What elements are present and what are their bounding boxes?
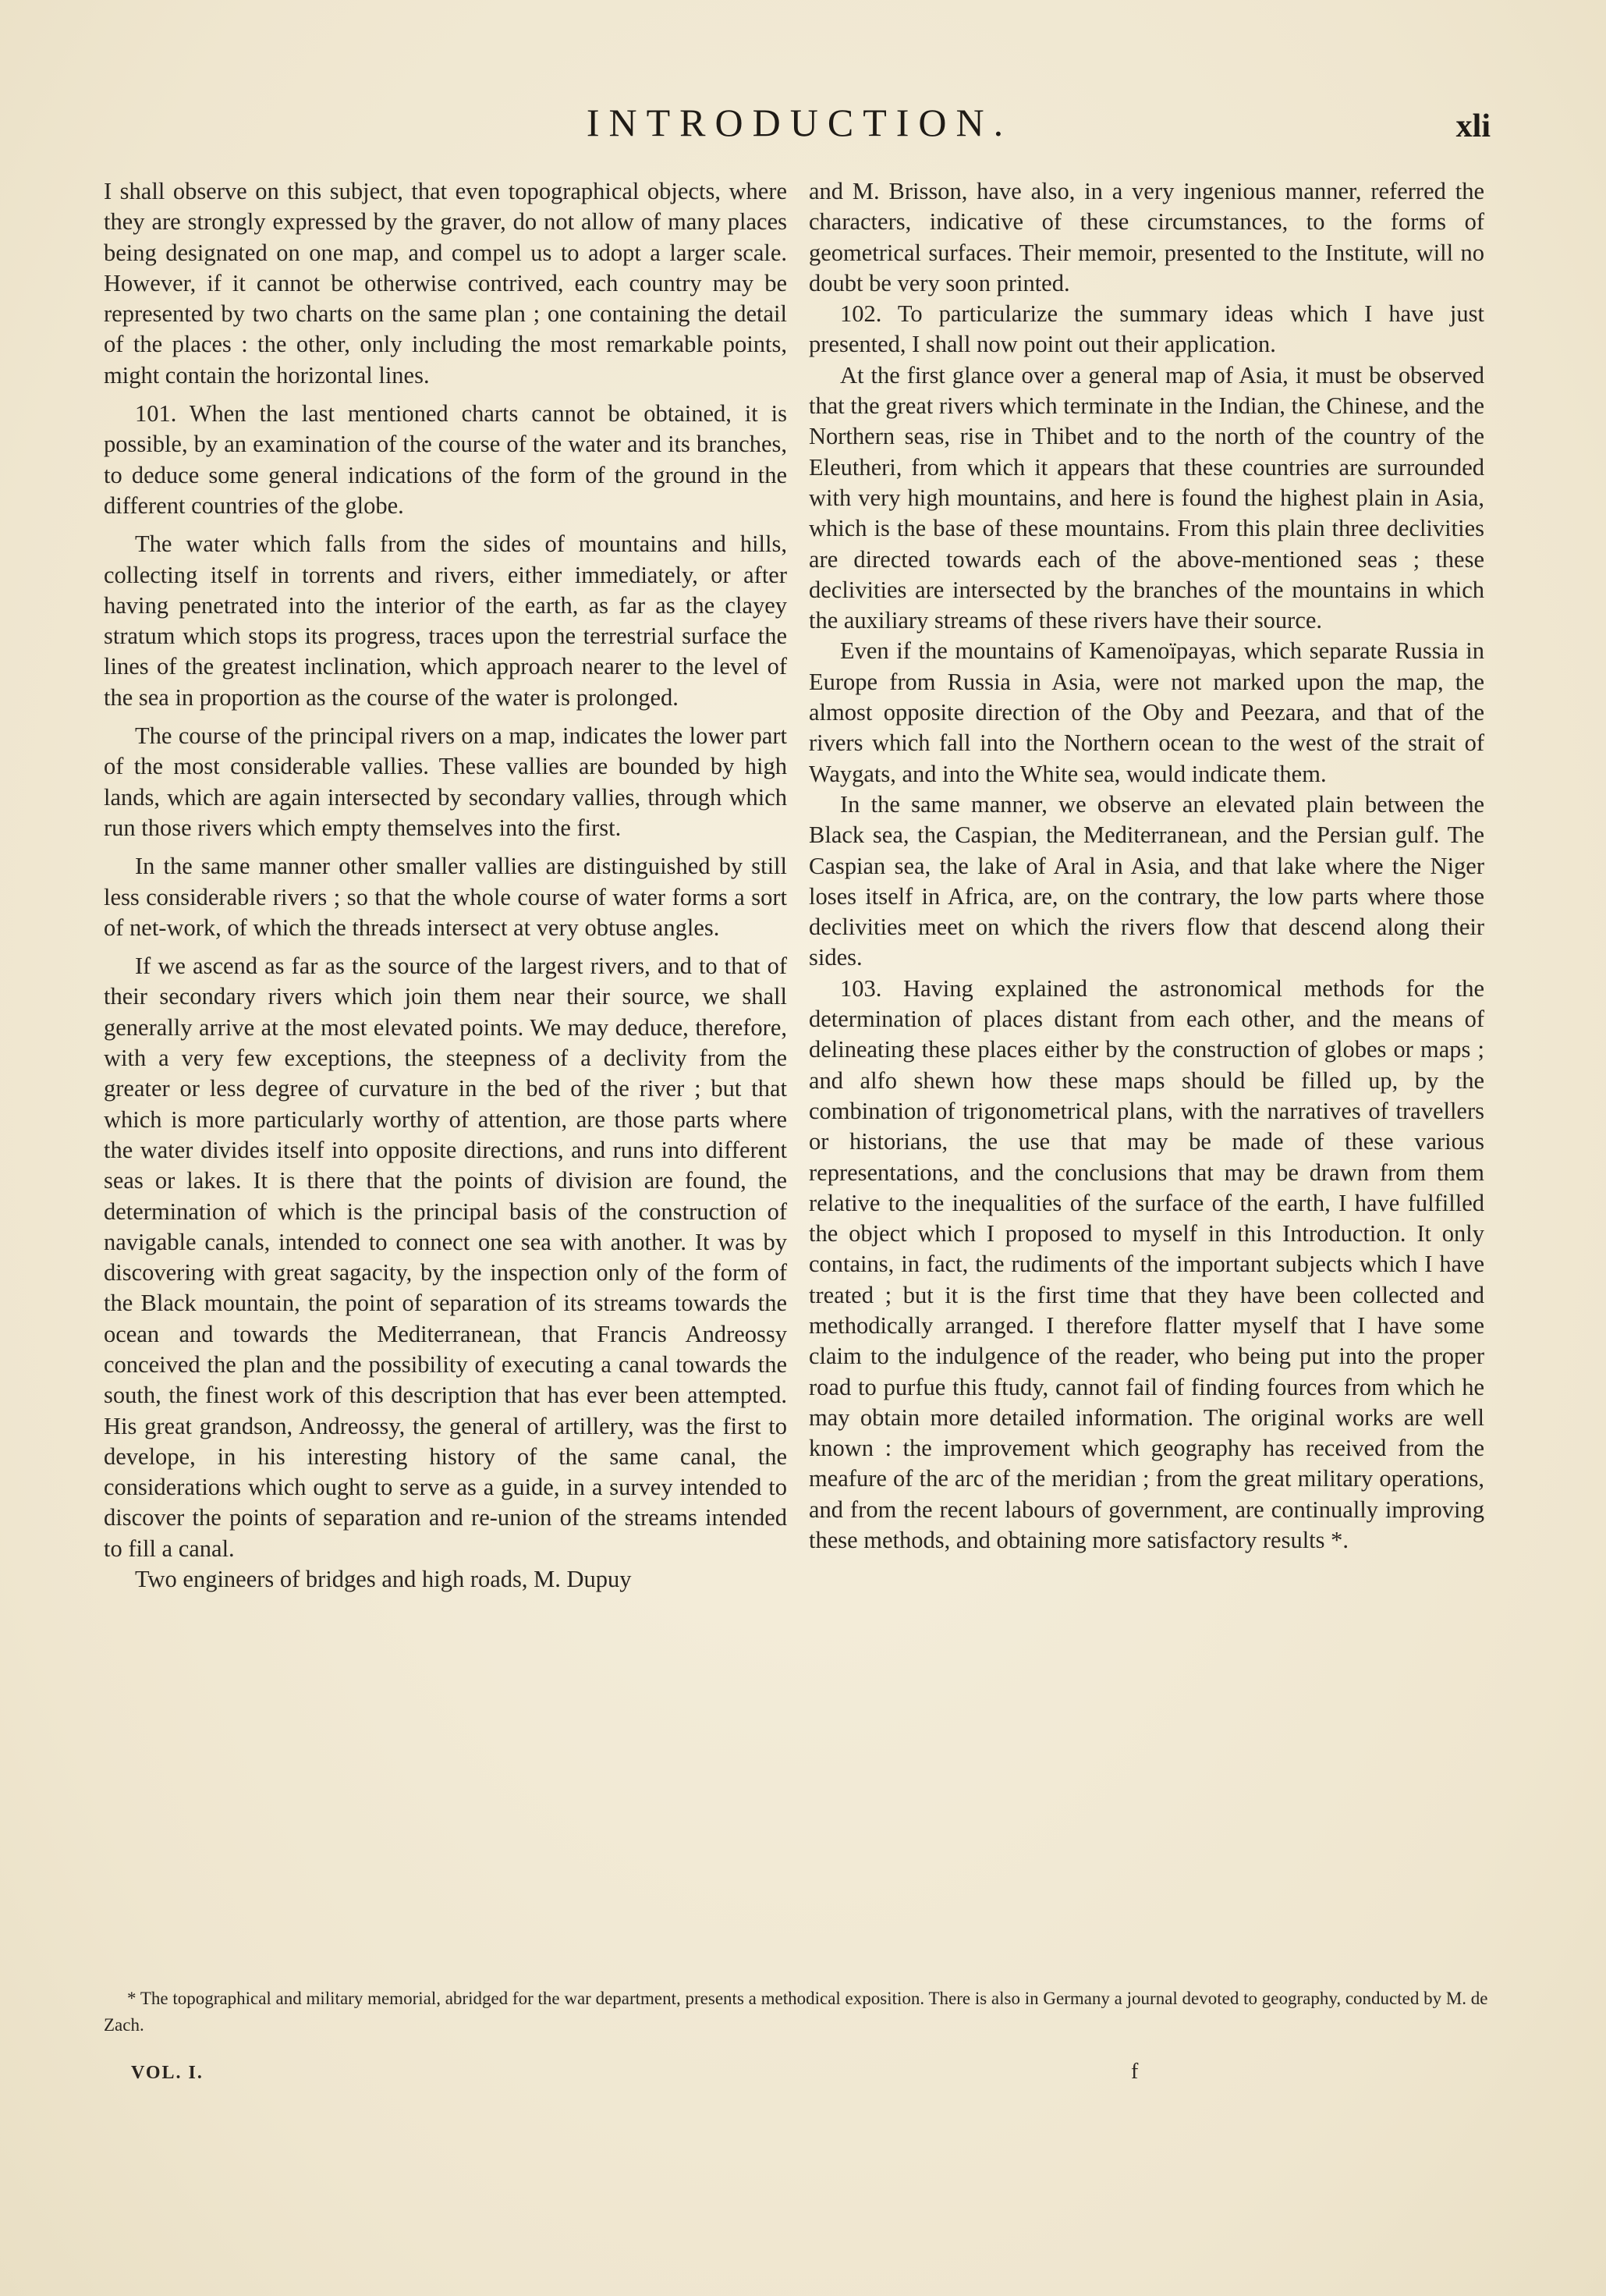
running-head — [0, 100, 1606, 154]
page-title: INTRODUCTION. — [586, 101, 1013, 144]
paragraph: and M. Brisson, have also, in a very ingenious manner, referred the characters, indicative of these circumstances, to the forms of geometrical surfaces. Their memoir, presented to the Institute, will no doubt be very soon printed. — [809, 178, 1484, 296]
paragraph: In the same manner, we observe an elevated plain between the Black sea, the Caspian, the Mediterranean, and the Persian gulf. The Caspian sea, the lake of Aral in Asia, and that lake where the Niger loses itself in Africa, are, on the contrary, the low parts where those declivities meet on which the rivers flow that descend along their sides. — [809, 790, 1484, 971]
paragraph: In the same manner other smaller vallies are distinguished by still less considerable rivers ; so that the whole course of water forms a sort of net-work, of which the threads intersect at very obtuse angles. — [104, 853, 787, 941]
paragraph: If we ascend as far as the source of the largest rivers, and to that of their secondary rivers which join them near their source, we shall generally arrive at the most elevated points. We may deduce, therefore, with a very few exceptions, the steepness of a declivity from the greater or less degree of curvature in the bed of the river ; but that which is more particularly worthy of attention, are those parts where the water divides itself into opposite directions, and runs into different seas or lakes. It is there that the points of division are found, the determination of which is the principal basis of the construction of navigable canals, intended to connect one sea with another. It was by discovering with great sagacity, by the inspection only of the form of the Black mountain, the point of separation of its streams towards the ocean and towards the Mediterranean, that Francis Andreossy conceived the plan and the possibility of executing a canal towards the south, the finest work of this description that has ever been attempted. His great grandson, Andreossy, the general of artillery, was the first to develope, in his interesting history of the same canal, the considerations which ought to serve as a guide, in a survey intended to discover the points of separation and re-union of the streams intended to fill a canal. — [104, 953, 787, 1562]
paragraph: The water which falls from the sides of mountains and hills, collecting itself in torrents and rivers, either immediately, or after having penetrated into the interior of the earth, as far as the clayey stratum which stops its progress, traces upon the terrestrial surface the lines of the greatest inclination, which approach nearer to the level of the sea in proportion as the course of the water is prolonged. — [104, 531, 787, 711]
footnote: * The topographical and military memorial, abridged for the war department, presents a methodical exposition. There is also in Germany a journal devoted to geography, conducted by M. de Zach. — [104, 1989, 1488, 2035]
paragraph: Two engineers of bridges and high roads, M. Dupuy — [135, 1566, 632, 1593]
right-column — [809, 176, 1484, 1556]
paragraph: I shall observe on this subject, that even topographical objects, where they are strongly expressed by the graver, do not allow of many places being designated on one map, and compel us to adopt a larger scale. However, if it cannot be otherwise contrived, each country may be represented by two charts on the same plan ; one containing the detail of the places : the other, only including the most remarkable points, might contain the horizontal lines. — [104, 178, 787, 389]
paragraph-101: 101. When the last mentioned charts cannot be obtained, it is possible, by an examination of the course of the water and its branches, to deduce some general indications of the form of the ground in the different countries of the globe. — [104, 400, 787, 519]
volume-signature: VOL. I. — [131, 2063, 204, 2083]
printer-signature: f — [1131, 2060, 1139, 2084]
paragraph-102: 102. To particularize the summary ideas which I have just presented, I shall now point out their application. — [809, 300, 1484, 358]
page-number: xli — [1455, 108, 1491, 144]
paragraph: The course of the principal rivers on a map, indicates the lower part of the most considerable vallies. These vallies are bounded by high lands, which are again intersected by secondary vallies, through which run those rivers which empty themselves into the first. — [104, 722, 787, 841]
paragraph: At the first glance over a general map of Asia, it must be observed that the great rivers which terminate in the Indian, the Chinese, and the Northern seas, rise in Thibet and to the north of the country of the Eleutheri, from which it appears that these countries are surrounded with very high mountains, and here is found the highest plain in Asia, which is the base of these mountains. From this plain three declivities are directed towards each of the above-mentioned seas ; these declivities are intersected by the branches of the mountains in which the auxiliary streams of these rivers have their source. — [809, 361, 1484, 634]
paragraph: Even if the mountains of Kamenoïpayas, which separate Russia in Europe from Russia in Asia, were not marked upon the map, the almost opposite direction of the Oby and Peezara, and that of the rivers which fall into the Northern ocean to the west of the strait of Waygats, and into the White sea, would indicate them. — [809, 637, 1484, 787]
left-column — [104, 176, 787, 1595]
paragraph-103: 103. Having explained the astronomical methods for the determination of places distant from each other, and the means of delineating these places either by the construction of globes or maps ; and alfo shewn how these maps should be filled up, by the combination of trigonometrical plans, with the narratives of travellers or historians, the use that may be made of these various representations, and the conclusions that may be drawn from them relative to the inequalities of the surface of the earth, I have fulfilled the object which I proposed to myself in this Introduction. It only contains, in fact, the rudiments of the important subjects which I have treated ; but it is the first time that they have been collected and methodically arranged. I therefore flatter myself that I have some claim to the indulgence of the reader, who being put into the proper road to purfue this ftudy, cannot fail of finding fources from which he may obtain more detailed information. The original works are well known : the improvement which geography has received from the meafure of the arc of the meridian ; from the great military operations, and from the recent labours of government, are continually improving these methods, and obtaining more satisfactory results *. — [809, 974, 1484, 1554]
